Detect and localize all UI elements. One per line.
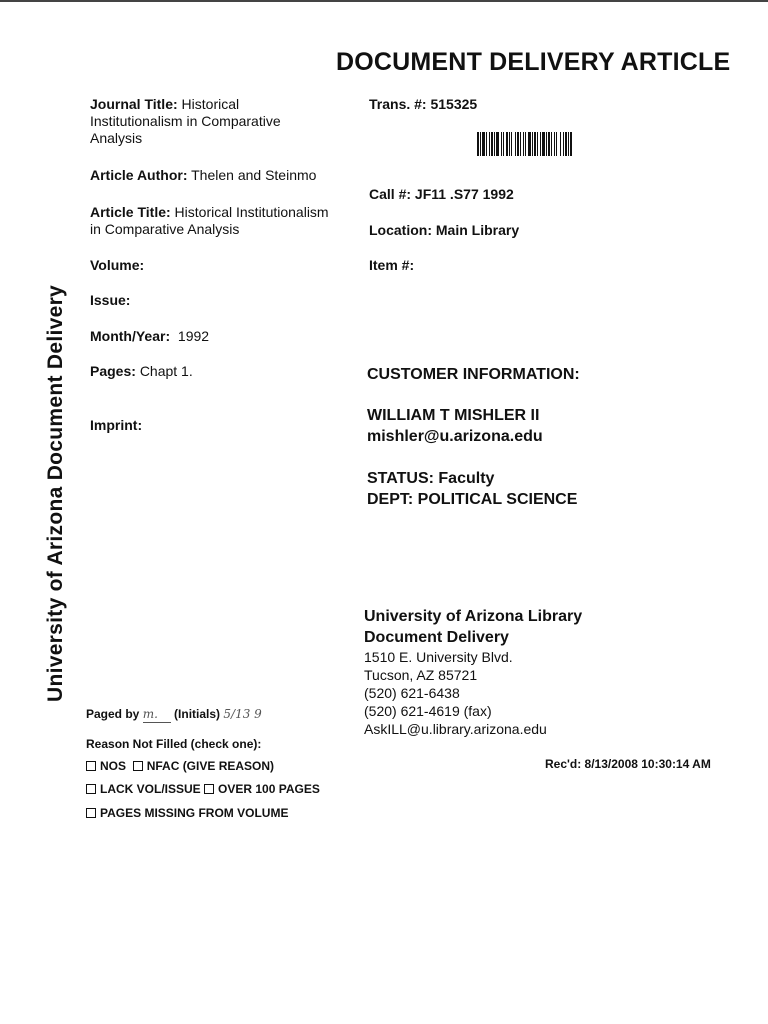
over-100-pages-label: OVER 100 PAGES	[218, 782, 320, 796]
library-phone: (520) 621-6438	[364, 685, 460, 701]
top-border-line	[0, 0, 768, 2]
trans-label: Trans. #:	[369, 96, 427, 112]
month-year-label: Month/Year:	[90, 328, 171, 344]
received-timestamp: Rec'd: 8/13/2008 10:30:14 AM	[545, 757, 711, 771]
paged-by-field	[86, 707, 262, 723]
issue-label: Issue:	[90, 292, 131, 308]
nos-checkbox[interactable]	[86, 761, 96, 771]
call-label: Call #:	[369, 186, 412, 202]
pages-label: Pages:	[90, 363, 136, 379]
reason-row-2	[86, 782, 320, 797]
article-title-value-line1: Historical Institutionalism	[174, 204, 329, 220]
library-address-line1: 1510 E. University Blvd.	[364, 649, 513, 665]
initials-label: (Initials)	[174, 707, 221, 721]
library-dept: Document Delivery	[364, 629, 509, 646]
location-label: Location:	[369, 222, 432, 238]
lack-vol-issue-checkbox[interactable]	[86, 784, 96, 794]
library-address-line2: Tucson, AZ 85721	[364, 667, 478, 683]
call-number-field	[369, 186, 514, 203]
location-field	[369, 222, 519, 239]
location-value: Main Library	[435, 222, 520, 238]
reason-not-filled-heading: Reason Not Filled (check one):	[86, 737, 262, 751]
article-title-block	[90, 204, 329, 238]
imprint-label: Imprint:	[90, 417, 143, 433]
pages-missing-checkbox[interactable]	[86, 808, 96, 818]
nfac-label: NFAC (GIVE REASON)	[146, 759, 275, 773]
paged-by-signature: m.	[143, 707, 171, 723]
article-title-value-line2: in Comparative Analysis	[90, 221, 240, 237]
customer-info-heading: CUSTOMER INFORMATION:	[367, 366, 580, 383]
article-title-label: Article Title:	[90, 204, 171, 220]
library-email: AskILL@u.library.arizona.edu	[364, 721, 547, 737]
barcode	[477, 132, 620, 156]
item-number-label: Item #:	[369, 257, 415, 273]
pages-field	[90, 363, 193, 380]
initials-signature: 5/13 9	[223, 707, 262, 721]
trans-number-field	[369, 96, 477, 113]
month-year-value: 1992	[177, 328, 210, 344]
pages-value: Chapt 1.	[139, 363, 193, 379]
month-year-field	[90, 328, 209, 345]
call-value: JF11 .S77 1992	[414, 186, 514, 202]
customer-dept: DEPT: POLITICAL SCIENCE	[367, 491, 578, 508]
article-author-value: Thelen and Steinmo	[191, 167, 317, 183]
library-address-block	[364, 606, 582, 738]
paged-by-label: Paged by	[86, 707, 140, 721]
customer-status: STATUS: Faculty	[367, 470, 495, 487]
journal-title-value-line1: Historical	[181, 96, 240, 112]
article-author-label: Article Author:	[90, 167, 188, 183]
journal-title-block	[90, 96, 281, 147]
over-100-pages-checkbox[interactable]	[204, 784, 214, 794]
volume-label: Volume:	[90, 257, 145, 273]
journal-title-value-line3: Analysis	[90, 130, 143, 146]
lack-vol-issue-label: LACK VOL/ISSUE	[100, 782, 201, 796]
library-name: University of Arizona Library	[364, 608, 583, 625]
trans-value: 515325	[430, 96, 478, 112]
page-title: DOCUMENT DELIVERY ARTICLE	[336, 48, 731, 76]
customer-email: mishler@u.arizona.edu	[367, 428, 543, 445]
nfac-checkbox[interactable]	[133, 761, 143, 771]
library-fax: (520) 621-4619 (fax)	[364, 703, 492, 719]
customer-name: WILLIAM T MISHLER II	[367, 407, 540, 424]
sidebar-vertical-text: University of Arizona Document Delivery	[44, 284, 67, 702]
nos-label: NOS	[100, 759, 127, 773]
reason-row-3	[86, 806, 288, 821]
customer-block	[367, 405, 543, 447]
journal-title-label: Journal Title:	[90, 96, 178, 112]
customer-status-block	[367, 468, 577, 510]
pages-missing-label: PAGES MISSING FROM VOLUME	[100, 806, 289, 820]
reason-row-1	[86, 759, 274, 774]
journal-title-value-line2: Institutionalism in Comparative	[90, 113, 281, 129]
article-author-field	[90, 167, 316, 184]
